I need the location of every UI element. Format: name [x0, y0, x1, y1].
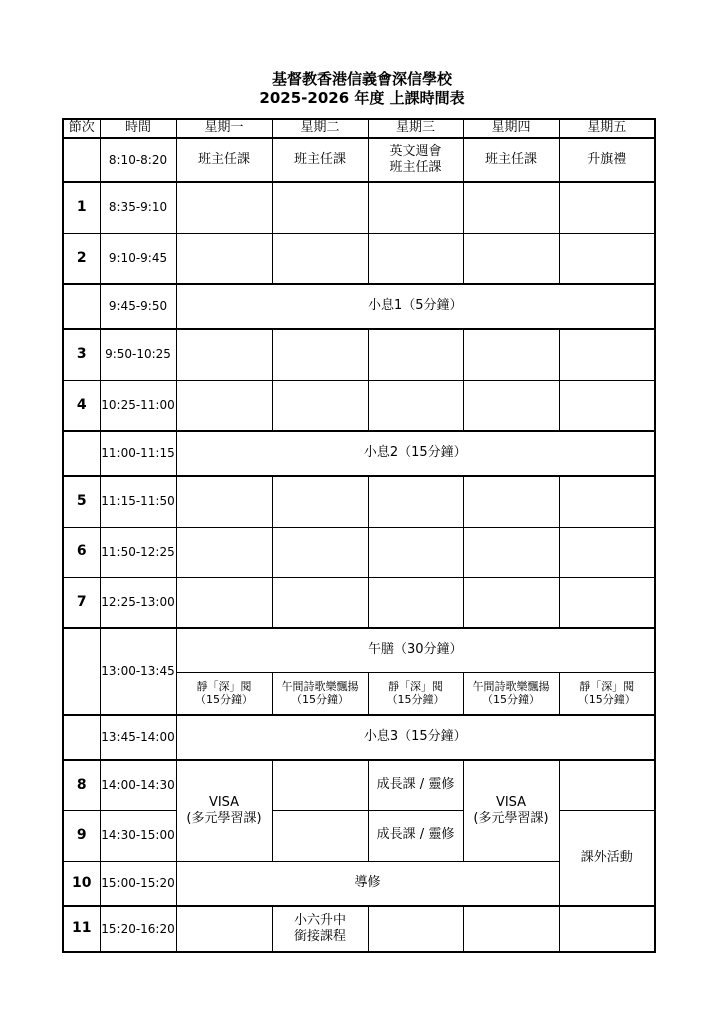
cell: 英文週會 班主任課 [368, 138, 463, 182]
header-cell: 星期四 [463, 119, 559, 138]
empty-cell [63, 715, 100, 760]
empty-cell [559, 906, 655, 952]
table-row [63, 810, 655, 861]
empty-cell [176, 527, 272, 577]
empty-cell [368, 577, 463, 628]
empty-cell: 4 [63, 380, 100, 431]
header-row [63, 119, 655, 138]
lunch-label: 午膳（30分鐘） [176, 628, 655, 672]
empty-cell [463, 476, 559, 527]
empty-cell: 13:45-14:00 [100, 715, 176, 760]
empty-cell: 5 [63, 476, 100, 527]
empty-cell [272, 380, 368, 431]
empty-cell: 11:50-12:25 [100, 527, 176, 577]
cell: 班主任課 [176, 138, 272, 182]
empty-cell [176, 906, 272, 952]
header-cell: 星期二 [272, 119, 368, 138]
empty-cell: 14:00-14:30 [100, 760, 176, 810]
empty-cell [176, 476, 272, 527]
empty-cell [559, 527, 655, 577]
empty-cell [463, 906, 559, 952]
lunch-row [63, 628, 655, 672]
empty-cell [176, 577, 272, 628]
empty-cell [176, 329, 272, 380]
empty-cell [559, 577, 655, 628]
empty-cell [368, 527, 463, 577]
table-row [63, 138, 655, 182]
header-cell: 星期一 [176, 119, 272, 138]
tutorial-cell: 導修 [176, 861, 559, 906]
empty-cell [559, 329, 655, 380]
table-row [63, 233, 655, 284]
empty-cell [368, 182, 463, 233]
empty-cell [272, 810, 368, 861]
empty-cell [272, 476, 368, 527]
empty-cell: 15:00-15:20 [100, 861, 176, 906]
table-row [63, 527, 655, 577]
timetable [62, 118, 656, 953]
empty-cell [63, 628, 100, 715]
empty-cell [463, 329, 559, 380]
empty-cell [63, 431, 100, 476]
empty-cell [463, 527, 559, 577]
school-name: 基督教香港信義會深信學校 [271, 70, 452, 88]
empty-cell [559, 476, 655, 527]
empty-cell [176, 233, 272, 284]
table-row [63, 182, 655, 233]
empty-cell: 11 [63, 906, 100, 952]
empty-cell [176, 380, 272, 431]
empty-cell [463, 233, 559, 284]
empty-cell [463, 380, 559, 431]
empty-cell: 1 [63, 182, 100, 233]
empty-cell: 9:50-10:25 [100, 329, 176, 380]
empty-cell [272, 577, 368, 628]
empty-cell: 6 [63, 527, 100, 577]
empty-cell: 小息1（5分鐘） [176, 284, 655, 329]
timetable-title: 2025-2026 年度 上課時間表 [259, 89, 465, 107]
empty-cell [176, 182, 272, 233]
header-cell: 星期三 [368, 119, 463, 138]
header-cell: 時間 [100, 119, 176, 138]
empty-cell [368, 233, 463, 284]
empty-cell [272, 527, 368, 577]
empty-cell: 9:45-9:50 [100, 284, 176, 329]
empty-cell: 小息3（15分鐘） [176, 715, 655, 760]
cell: 班主任課 [463, 138, 559, 182]
header-cell: 節次 [63, 119, 100, 138]
break-row [63, 715, 655, 760]
empty-cell [559, 233, 655, 284]
visa-cell: VISA (多元學習課) [176, 760, 272, 861]
table-row [63, 476, 655, 527]
time-cell: 8:10-8:20 [100, 138, 176, 182]
table-row [63, 906, 655, 952]
empty-cell: 10:25-11:00 [100, 380, 176, 431]
empty-cell: 靜「深」閱 （15分鐘） [559, 672, 655, 715]
empty-cell: 11:15-11:50 [100, 476, 176, 527]
empty-cell: 9:10-9:45 [100, 233, 176, 284]
table-row [63, 380, 655, 431]
empty-cell: 8 [63, 760, 100, 810]
empty-cell: 7 [63, 577, 100, 628]
table-row [63, 760, 655, 810]
empty-cell: 15:20-16:20 [100, 906, 176, 952]
empty-cell [63, 138, 100, 182]
empty-cell: 11:00-11:15 [100, 431, 176, 476]
empty-cell [559, 380, 655, 431]
break-row [63, 431, 655, 476]
empty-cell: 小息2（15分鐘） [176, 431, 655, 476]
empty-cell [272, 760, 368, 810]
empty-cell [368, 476, 463, 527]
empty-cell [368, 329, 463, 380]
empty-cell: 午間詩歌樂飄揚 （15分鐘） [272, 672, 368, 715]
empty-cell: 午間詩歌樂飄揚 （15分鐘） [463, 672, 559, 715]
table-row [63, 577, 655, 628]
empty-cell: 9 [63, 810, 100, 861]
empty-cell [272, 233, 368, 284]
empty-cell: 8:35-9:10 [100, 182, 176, 233]
header-cell: 星期五 [559, 119, 655, 138]
empty-cell [368, 380, 463, 431]
empty-cell [463, 182, 559, 233]
break-row [63, 284, 655, 329]
cell: 升旗禮 [559, 138, 655, 182]
table-row [63, 329, 655, 380]
empty-cell: 12:25-13:00 [100, 577, 176, 628]
empty-cell [63, 284, 100, 329]
empty-cell: 靜「深」閱 （15分鐘） [368, 672, 463, 715]
empty-cell [368, 906, 463, 952]
eca-cell: 課外活動 [559, 810, 655, 906]
empty-cell [272, 182, 368, 233]
empty-cell: 成長課 / 靈修 [368, 810, 463, 861]
empty-cell [463, 577, 559, 628]
empty-cell [559, 760, 655, 810]
empty-cell: 靜「深」閱 （15分鐘） [176, 672, 272, 715]
empty-cell [272, 329, 368, 380]
empty-cell [559, 182, 655, 233]
visa-cell: VISA (多元學習課) [463, 760, 559, 861]
p6-bridging-cell: 小六升中 銜接課程 [272, 906, 368, 952]
empty-cell: 14:30-15:00 [100, 810, 176, 861]
empty-cell: 2 [63, 233, 100, 284]
cell: 班主任課 [272, 138, 368, 182]
empty-cell: 10 [63, 861, 100, 906]
empty-cell: 13:00-13:45 [100, 628, 176, 715]
empty-cell: 3 [63, 329, 100, 380]
empty-cell: 成長課 / 靈修 [368, 760, 463, 810]
